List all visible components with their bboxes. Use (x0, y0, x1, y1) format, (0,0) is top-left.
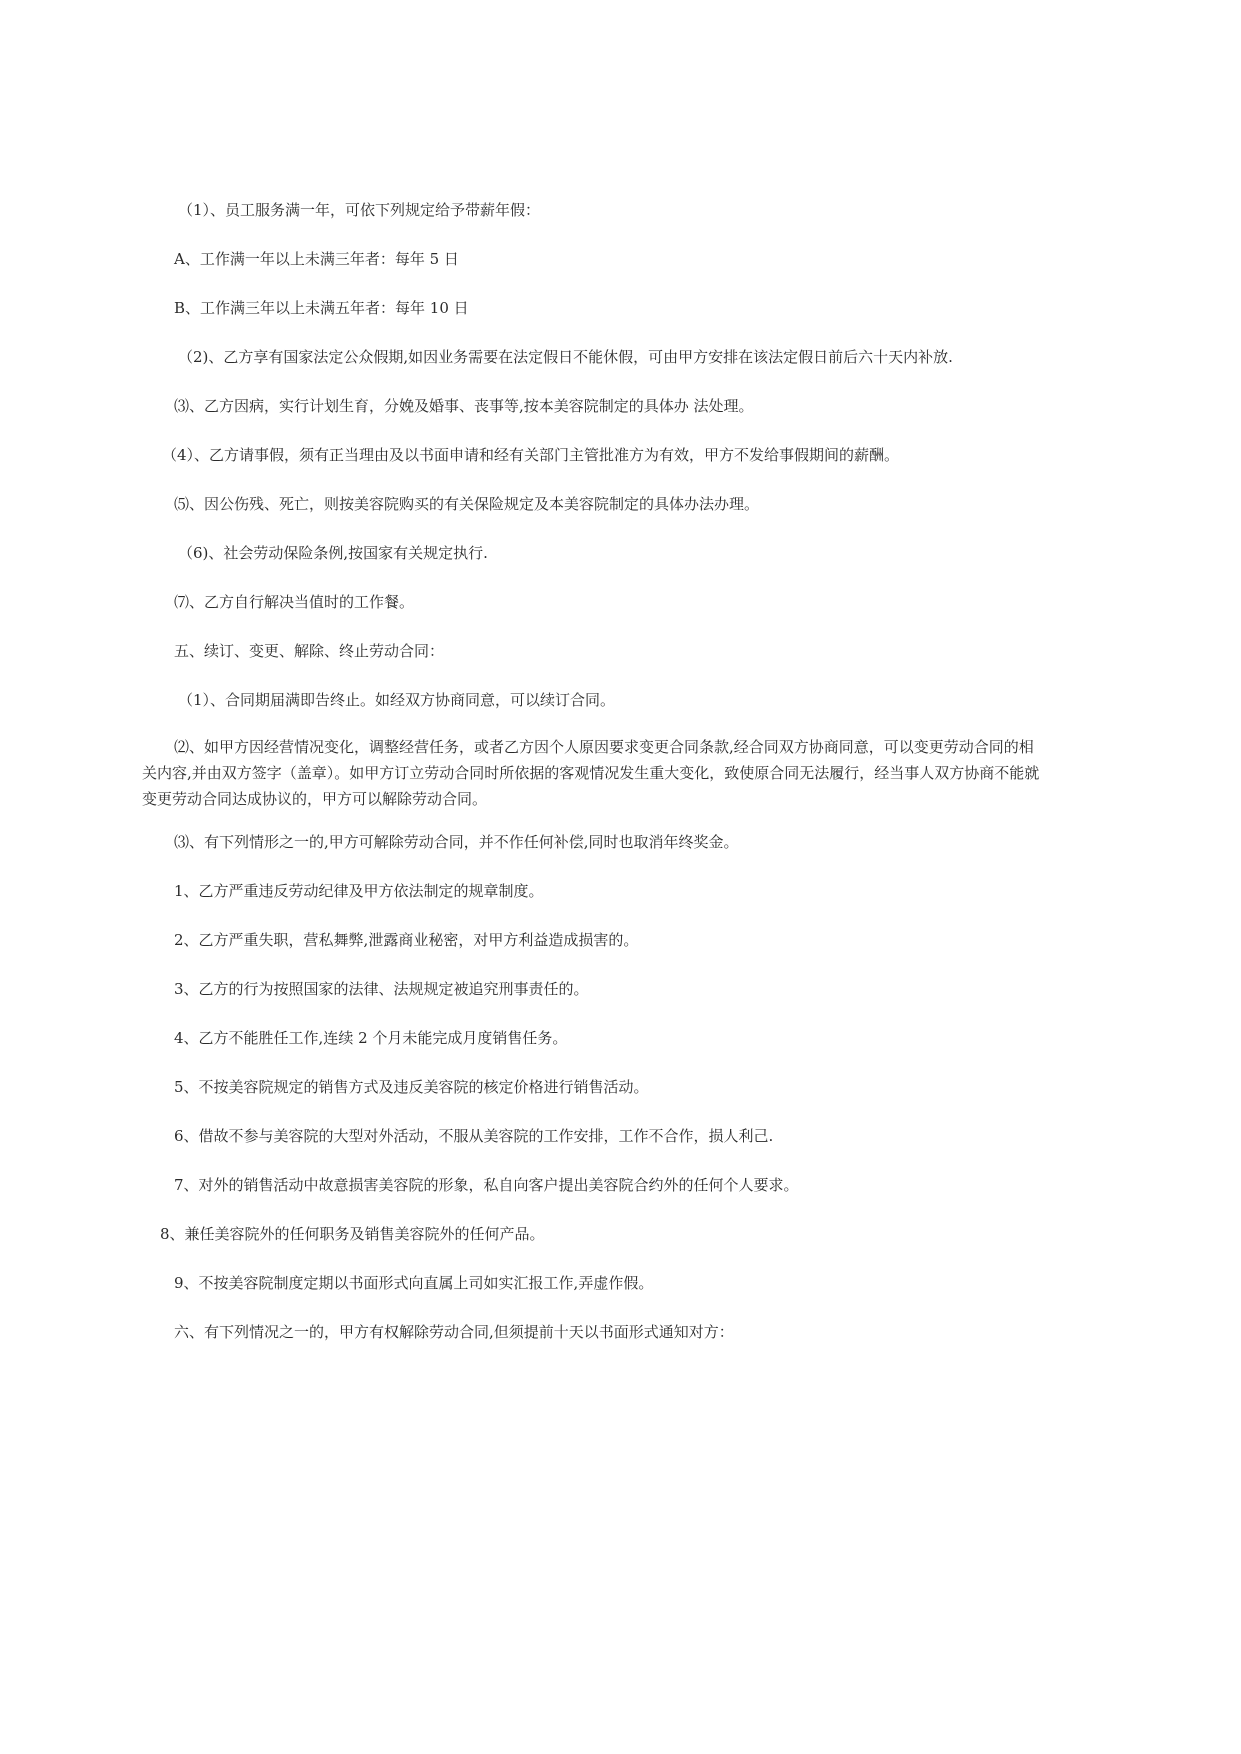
paragraph-contract-change: ⑵、如甲方因经营情况变化，调整经营任务，或者乙方因个人原因要求变更合同条款,经合同双方协商同意，可以变更劳动合同的相关内容,并由双方签字（盖章）。如甲方订立劳动合同时所依据的客观情况发生重大变化，致使原合同无法履行，经当事人双方协商不能就变更劳动合同达成协议的，甲方可以解除劳动合同。 (142, 738, 1040, 808)
list-item-1: 1、乙方严重违反劳动纪律及甲方依法制定的规章制度。 (174, 882, 544, 900)
section-heading-five: 五、续订、变更、解除、终止劳动合同： (174, 642, 445, 660)
list-item-9: 9、不按美容院制度定期以书面形式向直属上司如实汇报工作,弄虚作假。 (174, 1274, 654, 1292)
section-heading-six: 六、有下列情况之一的，甲方有权解除劳动合同,但须提前十天以书面形式通知对方： (174, 1323, 734, 1341)
list-item-6: 6、借故不参与美容院的大型对外活动，不服从美容院的工作安排，工作不合作，损人利己. (174, 1127, 774, 1145)
paragraph-annual-leave: （1）、员工服务满一年，可依下列规定给予带薪年假： (178, 201, 541, 219)
list-item-5: 5、不按美容院规定的销售方式及违反美容院的核定价格进行销售活动。 (174, 1078, 649, 1096)
paragraph-leave-b: B、工作满三年以上未满五年者：每年 10 日 (174, 299, 469, 317)
paragraph-termination-conditions: ⑶、有下列情形之一的,甲方可解除劳动合同，并不作任何补偿,同时也取消年终奖金。 (174, 833, 739, 851)
paragraph-leave-a: A、工作满一年以上未满三年者：每年 5 日 (174, 250, 459, 268)
paragraph-sick-leave: ⑶、乙方因病，实行计划生育，分娩及婚事、丧事等,按本美容院制定的具体办 法处理。 (174, 397, 754, 415)
list-item-7: 7、对外的销售活动中故意损害美容院的形象，私自向客户提出美容院合约外的任何个人要求。 (174, 1176, 799, 1194)
paragraph-contract-expiry: （1）、合同期届满即告终止。如经双方协商同意，可以续订合同。 (178, 691, 616, 709)
list-item-8: 8、兼任美容院外的任何职务及销售美容院外的任何产品。 (160, 1225, 545, 1243)
list-item-3: 3、乙方的行为按照国家的法律、法规规定被追究刑事责任的。 (174, 980, 589, 998)
list-item-2: 2、乙方严重失职，营私舞弊,泄露商业秘密，对甲方利益造成损害的。 (174, 931, 639, 949)
paragraph-meals: ⑺、乙方自行解决当值时的工作餐。 (174, 593, 415, 611)
paragraph-personal-leave: （4）、乙方请事假，须有正当理由及以书面申请和经有关部门主管批准方为有效，甲方不发给事假期间的薪酬。 (162, 446, 900, 464)
paragraph-social-insurance: （6)、社会劳动保险条例,按国家有关规定执行. (178, 544, 488, 562)
list-item-4: 4、乙方不能胜任工作,连续 2 个月未能完成月度销售任务。 (174, 1029, 568, 1047)
paragraph-work-injury: ⑸、因公伤残、死亡，则按美容院购买的有关保险规定及本美容院制定的具体办法办理。 (174, 495, 760, 513)
paragraph-public-holidays: （2)、乙方享有国家法定公众假期,如因业务需要在法定假日不能休假，可由甲方安排在该法定假日前后六十天内补放. (178, 348, 953, 366)
